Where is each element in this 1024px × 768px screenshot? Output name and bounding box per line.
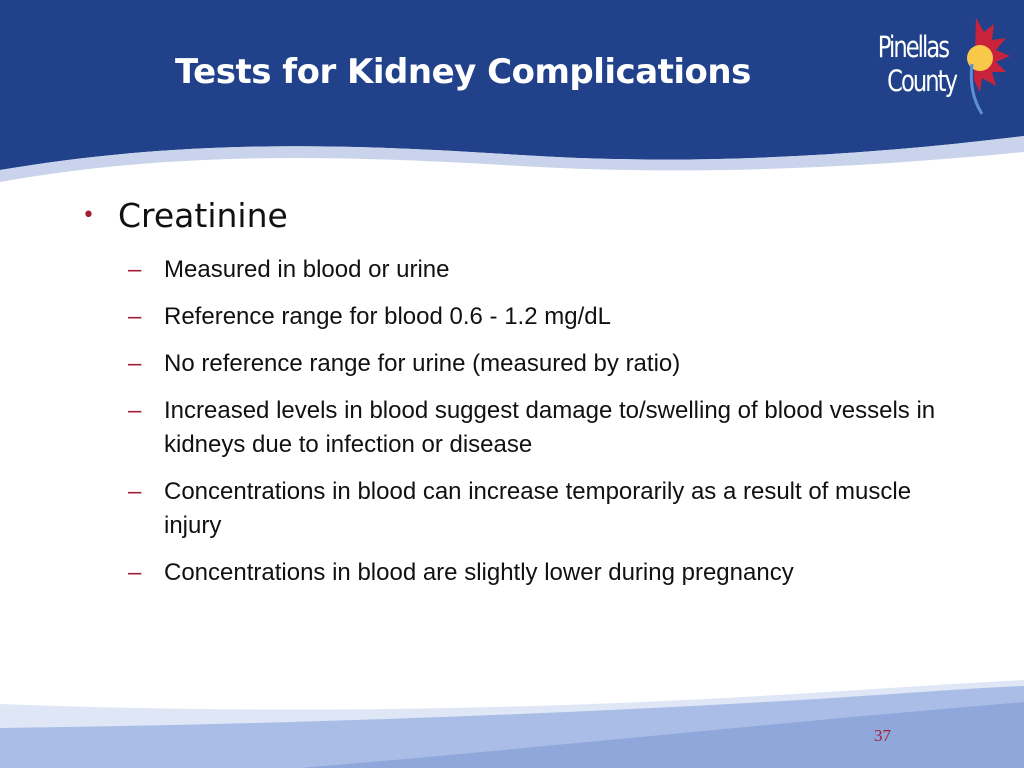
dash-marker: – (128, 350, 142, 377)
sub-bullet-text: Concentrations in blood can increase temporarily as a result of muscle injury (164, 478, 912, 539)
slide-title: Tests for Kidney Complications (175, 52, 751, 92)
pinellas-county-logo (870, 8, 1010, 126)
page-number: 37 (874, 726, 891, 745)
logo-line-county: County (887, 64, 957, 98)
sub-bullet-reference-range-urine (128, 347, 948, 381)
sub-bullet-reference-range-blood (128, 300, 948, 334)
sub-bullet-text: Reference range for blood 0.6 - 1.2 mg/dL (164, 303, 611, 330)
dash-marker: – (128, 256, 142, 283)
sub-bullet-muscle-injury (128, 475, 948, 543)
bullet-marker: • (82, 203, 95, 228)
dash-marker: – (128, 559, 142, 586)
pinellas-sun-icon (952, 10, 1012, 120)
sub-bullet-text: Concentrations in blood are slightly lower during pregnancy (164, 559, 794, 586)
bullet-heading-creatinine: Creatinine (118, 196, 288, 235)
sub-bullet-text: Increased levels in blood suggest damage to/swelling of blood vessels in kidneys due to infection or disease (164, 397, 936, 458)
dash-marker: – (128, 397, 142, 424)
sub-bullet-text: Measured in blood or urine (164, 256, 450, 283)
sub-bullet-increased-levels (128, 394, 948, 462)
sub-bullet-measured (128, 253, 948, 287)
sub-bullet-text: No reference range for urine (measured by ratio) (164, 350, 681, 377)
dash-marker: – (128, 303, 142, 330)
logo-line-pinellas: Pinellas (877, 30, 949, 64)
logo-wordmark (870, 8, 956, 98)
sub-bullet-list (128, 253, 948, 603)
footer-wave (0, 680, 1024, 768)
sub-bullet-pregnancy (128, 556, 948, 590)
dash-marker: – (128, 478, 142, 505)
